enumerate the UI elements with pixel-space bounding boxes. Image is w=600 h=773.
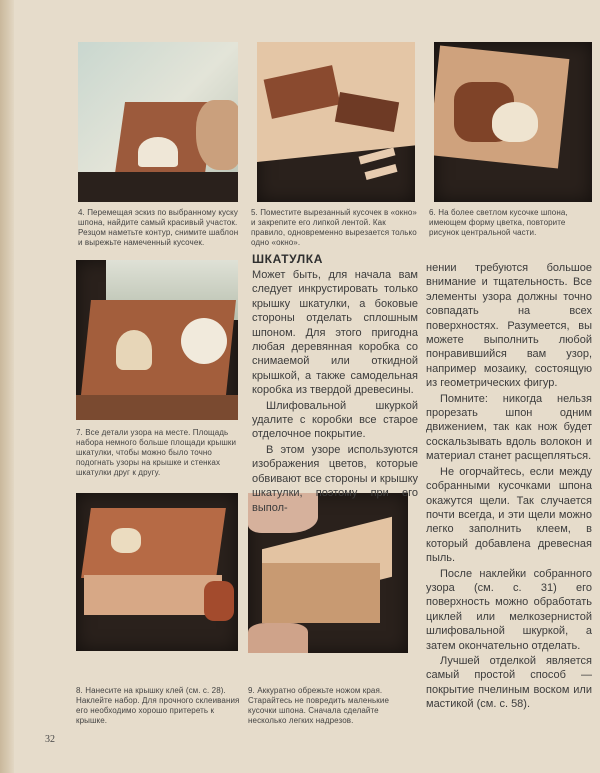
caption-4: 4. Перемещая эскиз по выбранному куску шпона, найдите самый красивый участок. Резцом наметьте контур, снимите шаблон и вырежьте намеченный кусочек.: [78, 208, 239, 247]
caption-6: 6. На более светлом кусочке шпона, имеющем форму цветка, повторите рисунок центральной части.: [429, 208, 568, 237]
paragraph: После наклейки собранного узора (см. с. 31) его поверхность можно обработать циклей или мелкозернистой шлифовальной шкуркой, а затем окончательно отделать.: [426, 567, 592, 652]
paragraph: Может быть, для начала вам следует инкрустировать только крышку шкатулки, а боковые стороны отделать сплошным шпоном. Для этого пригодна любая деревянная коробка со снимаемой или откидной крышкой, а также самодельная коробка из твердой древесины.: [252, 269, 418, 397]
paragraph: В этом узоре используются изображения цветов, которые обвивают все стороны и крышку шкатулки, поэтому при его выпол-: [252, 443, 418, 514]
article-heading: ШКАТУЛКА: [252, 252, 323, 266]
photo-6-flower-veneer: [434, 42, 592, 202]
photo-9-trim-edges: [248, 493, 408, 653]
photo-8-glue-on-lid: [76, 493, 238, 651]
photo-7-assembled-pattern: [76, 260, 238, 420]
paragraph: Помните: никогда нельзя прорезать шпон одним движением, так как нож будет соскальзывать вдоль волокон и материал станет расщепляться.: [426, 392, 592, 463]
paragraph: Не огорчайтесь, если между собранными кусочками шпона окажутся щели. Так случается почти всегда, и эти щели можно легко заполнить клеем, в который добавлена древесная пыль.: [426, 465, 592, 565]
photo-5-piece-in-window: [257, 42, 415, 202]
paragraph: нении требуются большое внимание и тщательность. Все элементы узора должны точно совпадать на всех поверхностях. Разумеется, вы можете выполнить любой понравившийся вам узор, например мозаику, состоящую из геометрических фигур.: [426, 262, 592, 390]
caption-8: 8. Нанесите на крышку клей (см. с. 28). Наклейте набор. Для прочного склеивания его необходимо хорошо притереть к крышке.: [76, 686, 240, 725]
paragraph: Лучшей отделкой является самый простой способ — покрытие пчелиным воском или мастикой (см. с. 58).: [426, 654, 592, 711]
caption-9: 9. Аккуратно обрежьте ножом края. Старайтесь не повредить маленькие кусочки шпона. Сначала сделайте несколько легких надрезов.: [248, 686, 389, 725]
page-edge: [0, 0, 14, 773]
paragraph: Шлифовальной шкуркой удалите с коробки все старое отделочное покрытие.: [252, 399, 418, 441]
caption-5: 5. Поместите вырезанный кусочек в «окно» и закрепите его липкой лентой. Как правило, одновременно вырезается только одно «окно».: [251, 208, 417, 247]
caption-7: 7. Все детали узора на месте. Площадь набора немного больше площади крышки шкатулки, чтобы можно было точно подогнать узоры на крышке и стенках шкатулки друг к другу.: [76, 428, 237, 477]
photo-4-template-on-veneer: [78, 42, 238, 202]
text-column-2: [426, 261, 592, 713]
page-number: 32: [45, 734, 55, 745]
text-column-1: [252, 268, 418, 516]
